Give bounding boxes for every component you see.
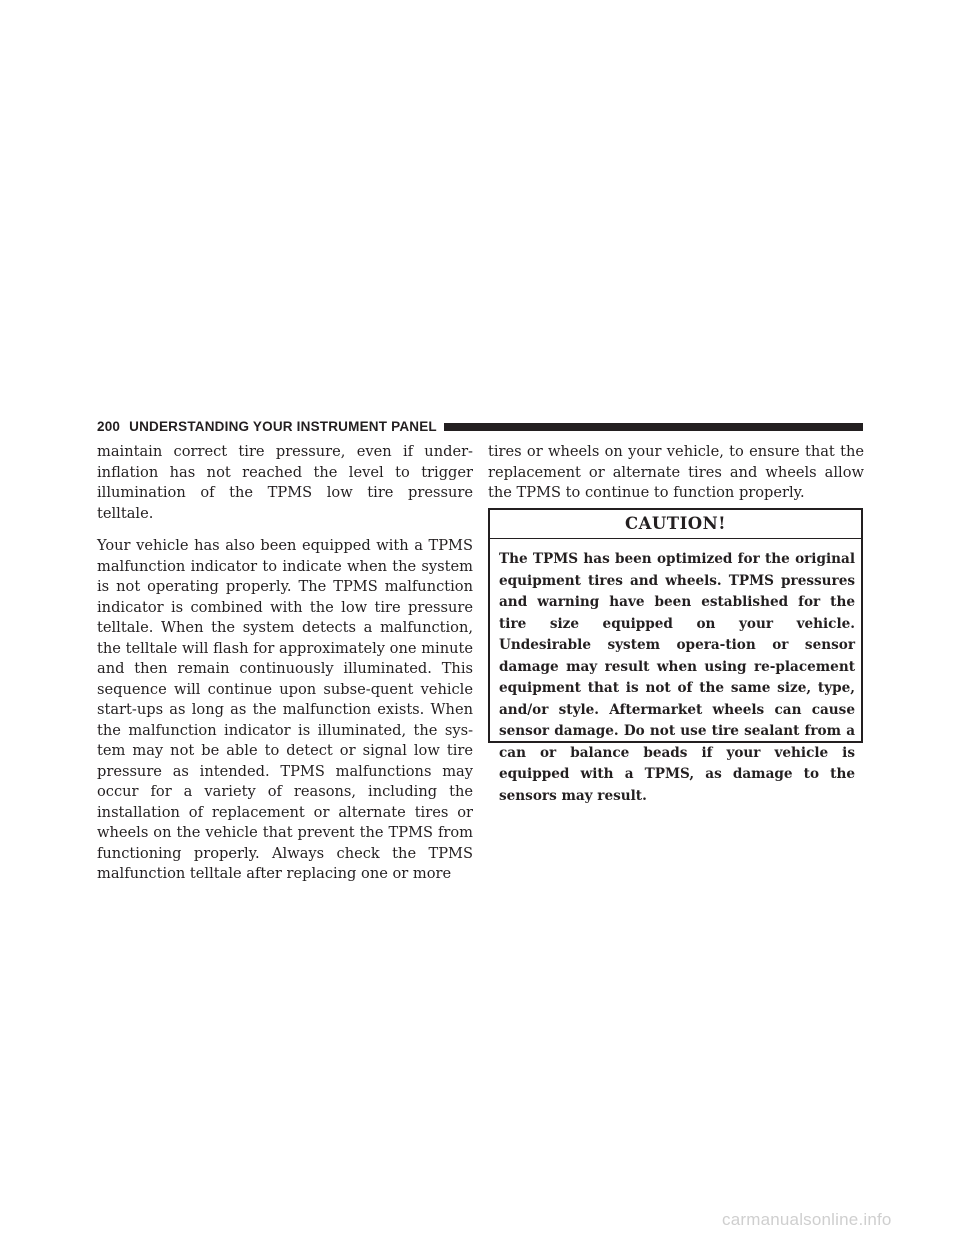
caution-body: The TPMS has been optimized for the original equipment tires and wheels. TPMS pressures and warning have been established for the tire size equipped on your vehicle. Undesirable system opera-tion or sensor damage may result when using re-placement equipment that is not of the same size, type, and/or style. Aftermarket wheels can cause sensor damage. Do not use tire sealant from a can or balance beads if your vehicle is equipped with a TPMS, as damage to the sensors may result.	[499, 551, 855, 804]
page-number: 200	[97, 418, 121, 434]
header-rule	[444, 423, 863, 431]
left-column	[97, 442, 473, 897]
paragraph: maintain correct tire pressure, even if under-inflation has not reached the level to trigger illumination of the TPMS low tire pressure telltale.	[97, 443, 473, 522]
paragraph: Your vehicle has also been equipped with a TPMS malfunction indicator to indicate when the system is not operating properly. The TPMS malfunction indicator is combined with the low tire pressure telltale. When the system detects a malfunction, the telltale will flash for approximately one minute and then remain continuously illuminated. This sequence will continue upon subse-quent vehicle start-ups as long as the malfunction exists. When the malfunction indicator is illuminated, the sys-tem may not be able to detect or signal low tire pressure as intended. TPMS malfunctions may occur for a variety of reasons, including the installation of replacement or alternate tires or wheels on the vehicle that prevent the TPMS from functioning properly. Always check the TPMS malfunction telltale after replacing one or more	[97, 537, 473, 882]
caution-heading: CAUTION!	[490, 510, 861, 539]
caution-box	[488, 508, 863, 804]
page-header	[97, 418, 863, 434]
paragraph: tires or wheels on your vehicle, to ensure that the replacement or alternate tires and wheels allow the TPMS to continue to function properly.	[488, 443, 864, 501]
watermark: carmanualsonline.info	[722, 1210, 892, 1229]
right-column	[488, 442, 864, 516]
section-title: UNDERSTANDING YOUR INSTRUMENT PANEL	[129, 418, 437, 434]
